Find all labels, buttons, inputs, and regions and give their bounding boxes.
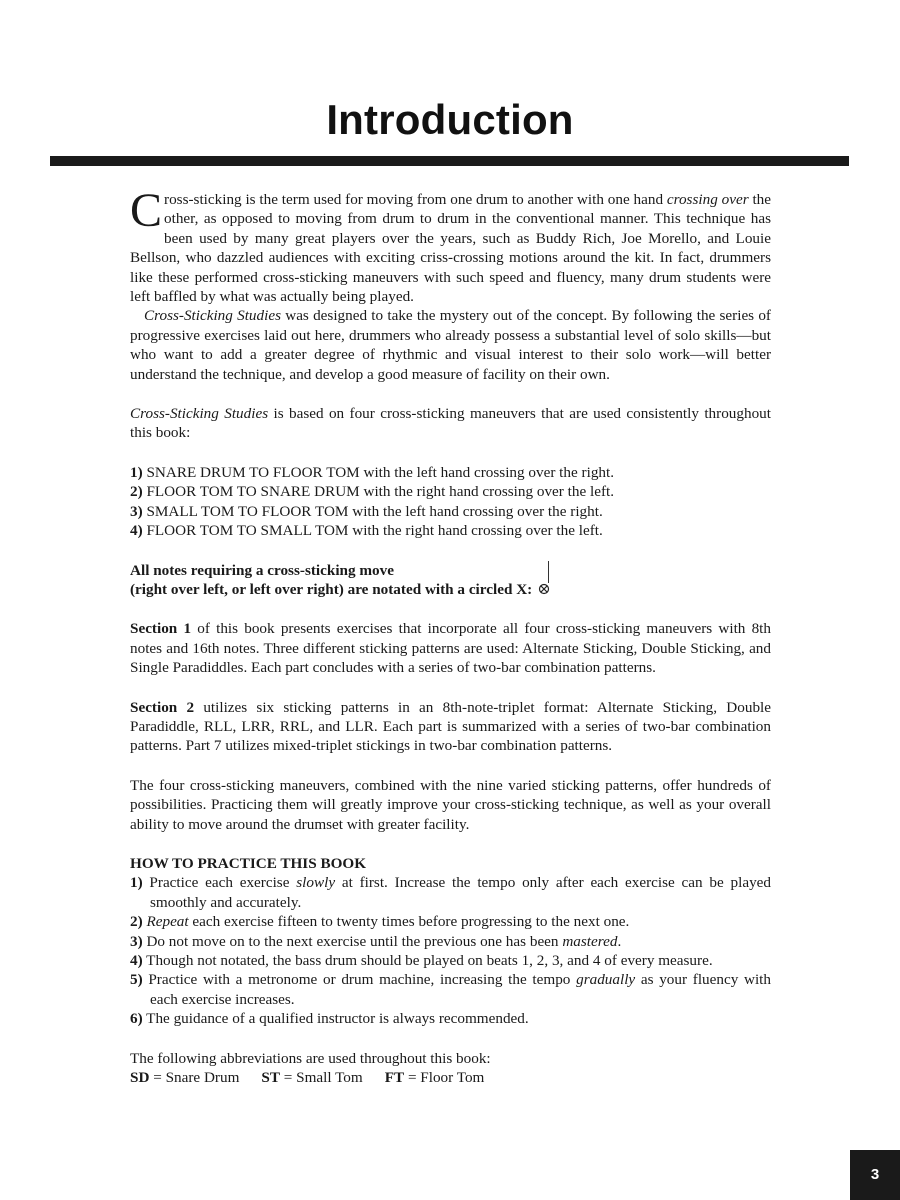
abbreviations-list — [130, 1068, 771, 1087]
page-title: Introduction — [326, 96, 574, 143]
intro-p1-emphasis: crossing over — [666, 191, 749, 208]
maneuver-number: 2) — [130, 483, 143, 501]
section-2-text: utilizes six sticking patterns in an 8th-note-triplet format: Alternate Sticking, Double Paradiddle, RLL, LRR, RRL, and LLR. Each part is summarized with a series of two-bar combination patterns. Part 7 utilizes mixed-triplet stickings in two-bar combination patterns. — [130, 698, 771, 755]
practice-item — [130, 912, 771, 931]
practice-item — [130, 951, 771, 970]
intro-paragraph-1 — [130, 184, 771, 306]
maneuver-text: FLOOR TOM TO SNARE DRUM with the right hand crossing over the left. — [142, 483, 615, 501]
practice-heading: HOW TO PRACTICE THIS BOOK — [130, 854, 367, 872]
practice-item — [130, 1009, 771, 1028]
abbreviation: ST — [261, 1069, 280, 1087]
practice-text: Though not notated, the bass drum should be played on beats 1, 2, 3, and 4 of every measure. — [142, 952, 713, 969]
practice-text: each exercise fifteen to twenty times before progressing to the next one. — [188, 913, 630, 931]
section-1-text: of this book presents exercises that incorporate all four cross-sticking maneuvers with 8th notes and 16th notes. Three different sticking patterns are used: Alternate Sticking, Double Sticking, and Single Paradiddles. Each part concludes with a series of two-bar combination patterns. — [130, 620, 771, 677]
maneuver-number: 4) — [130, 522, 143, 540]
section-2-label: Section 2 — [130, 698, 195, 716]
practice-number: 4) — [130, 952, 143, 969]
practice-number: 1) — [130, 874, 143, 892]
intro-p1-text-b: the other, as opposed to moving from drum to drum in the conventional manner. This technique has been used by many great players over the years, such as Buddy Rich, Joe Morello, and Louie Bellson, who dazzled audiences with exciting criss-crossing motions around the kit. In fact, drummers like these performed cross-sticking maneuvers with such speed and fluency, many drum students were left baffled by what was actually being played. — [130, 191, 771, 306]
abbreviations-intro: The following abbreviations are used throughout this book: — [130, 1049, 491, 1067]
notation-note — [130, 561, 771, 600]
practice-emphasis: Repeat — [146, 913, 189, 931]
maneuver-list — [130, 463, 771, 541]
practice-item — [130, 932, 771, 951]
maneuver-text: SNARE DRUM TO FLOOR TOM with the left hand crossing over the right. — [142, 463, 615, 481]
intro-p2-emphasis: Cross-Sticking Studies — [144, 307, 281, 325]
practice-item — [130, 873, 771, 912]
maneuver-number: 1) — [130, 463, 143, 481]
intro-p2-text: was designed to take the mystery out of the concept. By following the series of progressive exercises laid out here, drummers who already possess a substantial level of solo skills—but who want to add a greater degree of rhythmic and visual interest to their solo work—will better understand the technique, and develop a good measure of facility on their own. — [130, 307, 771, 383]
practice-text: as your fluency with each exercise increases. — [150, 971, 771, 1008]
intro-paragraph-2 — [130, 306, 771, 384]
section-1-paragraph — [130, 619, 771, 677]
abbreviation-meaning: = Floor Tom — [404, 1069, 485, 1087]
section-1-label: Section 1 — [130, 620, 192, 638]
practice-number: 5) — [130, 971, 143, 989]
practice-text: Practice each exercise — [142, 874, 297, 892]
practice-number: 6) — [130, 1010, 143, 1028]
abbreviation-meaning: = Snare Drum — [149, 1069, 240, 1087]
notation-line-1: All notes requiring a cross-sticking move — [130, 561, 394, 579]
abbreviation: FT — [384, 1069, 405, 1087]
maneuver-text: SMALL TOM TO FLOOR TOM with the left hand crossing over the right. — [142, 502, 603, 520]
practice-text: The guidance of a qualified instructor is always recommended. — [142, 1010, 529, 1028]
section-2-paragraph — [130, 698, 771, 756]
body-text — [130, 184, 772, 1087]
based-emphasis: Cross-Sticking Studies — [130, 405, 269, 423]
practice-text: Do not move on to the next exercise until the previous one has been — [142, 932, 563, 950]
practice-item — [130, 970, 771, 1009]
practice-text: . — [617, 932, 622, 950]
practice-emphasis: slowly — [296, 874, 336, 892]
practice-text: at first. Increase the tempo only after each exercise can be played smoothly and accurately. — [150, 874, 772, 911]
abbreviation-meaning: = Small Tom — [279, 1069, 363, 1087]
summary-paragraph: The four cross-sticking maneuvers, combined with the nine varied sticking patterns, offer hundreds of possibilities. Practicing them will greatly improve your cross-sticking technique, as well as your overall ability to move around the drumset with greater facility. — [130, 776, 771, 833]
abbreviation: SD — [130, 1069, 150, 1087]
notation-line-2: (right over left, or left over right) are notated with a circled X: — [130, 580, 533, 598]
maneuver-item — [130, 482, 771, 501]
title-rule — [50, 156, 849, 166]
practice-list — [130, 873, 771, 1028]
practice-emphasis: mastered — [562, 932, 618, 950]
page-number: 3 — [850, 1150, 900, 1200]
maneuver-text: FLOOR TOM TO SMALL TOM with the right hand crossing over the left. — [142, 522, 603, 540]
drop-cap: C — [130, 184, 163, 237]
based-text: is based on four cross-sticking maneuvers that are used consistently throughout this book: — [130, 405, 771, 442]
maneuver-item — [130, 463, 771, 482]
maneuver-item — [130, 502, 771, 521]
intro-p1-text-a: ross-sticking is the term used for moving from one drum to another with one hand — [164, 191, 667, 208]
practice-emphasis: gradually — [576, 971, 636, 989]
maneuver-number: 3) — [130, 502, 143, 520]
practice-number: 2) — [130, 913, 143, 931]
circled-x-note-icon — [538, 583, 550, 595]
practice-text: Practice with a metronome or drum machine, increasing the tempo — [142, 971, 577, 989]
maneuver-item — [130, 521, 771, 540]
based-paragraph — [130, 404, 771, 443]
practice-number: 3) — [130, 932, 143, 950]
